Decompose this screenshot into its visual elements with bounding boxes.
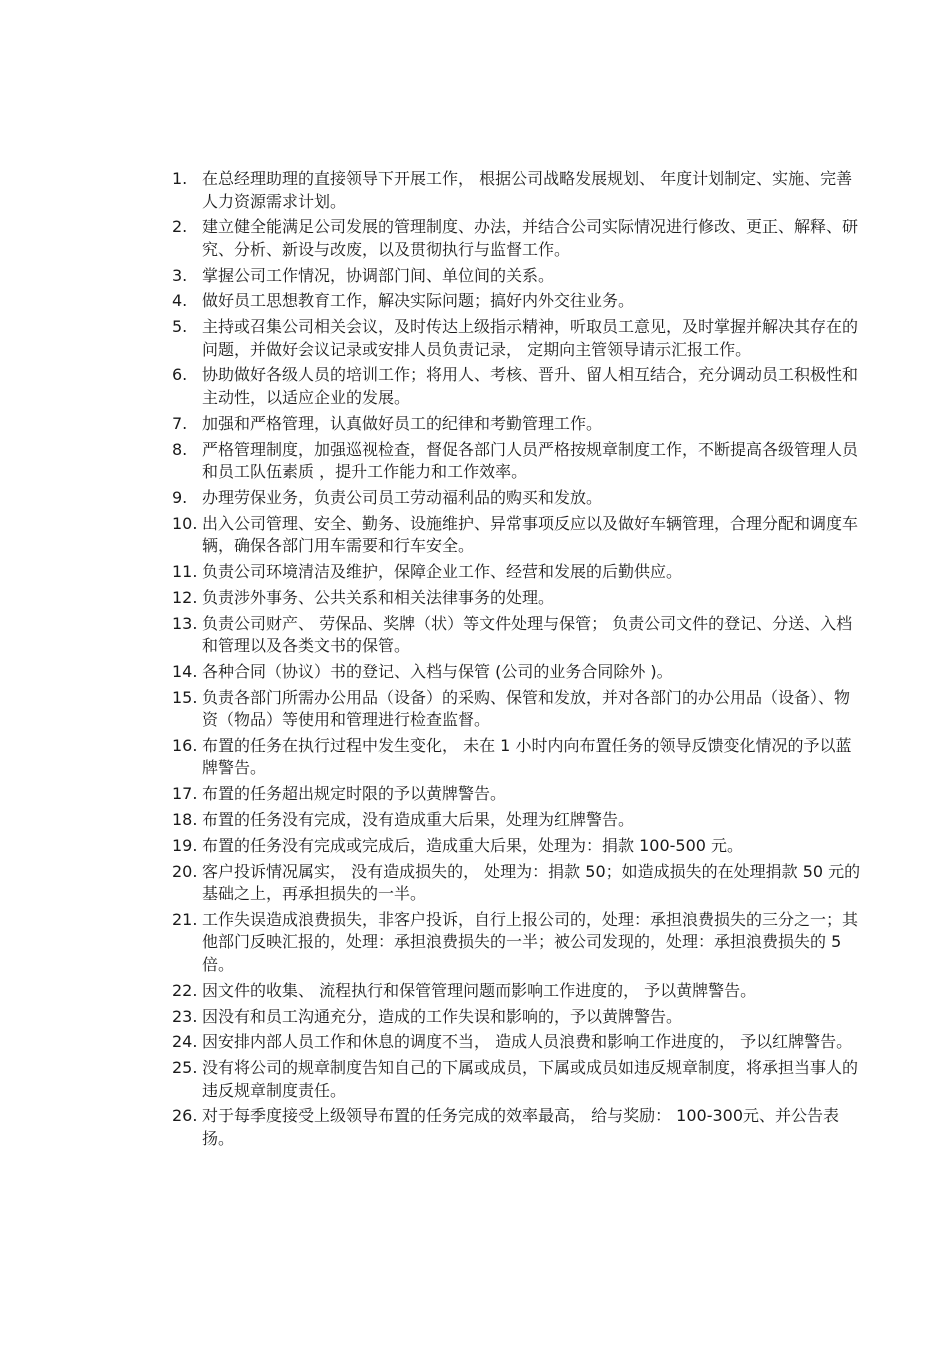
list-item-text: 布置的任务没有完成，没有造成重大后果，处理为红牌警告。 (202, 810, 635, 830)
list-item-text: 建立健全能满足公司发展的管理制度、办法，并结合公司实际情况进行修改、更正、解释、研究、分析、新设与改废，以及贯彻执行与监督工作。 (202, 217, 859, 259)
list-item-number: 9. (172, 487, 188, 507)
list-item (172, 687, 862, 732)
list-item-number: 1. (172, 169, 188, 188)
list-item (172, 265, 862, 288)
list-item-text: 因安排内部人员工作和休息的调度不当， 造成人员浪费和影响工作进度的， 予以红牌警告。 (202, 1032, 853, 1052)
list-item (172, 735, 862, 780)
list-item-number: 25. (172, 1058, 198, 1078)
list-item-text: 负责涉外事务、公共关系和相关法律事务的处理。 (202, 587, 555, 607)
duty-list (172, 168, 862, 1154)
list-item-number: 4. (172, 291, 188, 311)
list-item-text: 做好员工思想教育工作，解决实际问题；搞好内外交往业务。 (202, 291, 635, 311)
list-item-number: 24. (172, 1032, 198, 1052)
list-item-text: 因文件的收集、 流程执行和保管管理问题而影响工作进度的， 予以黄牌警告。 (202, 980, 757, 1000)
list-item-text: 主持或召集公司相关会议，及时传达上级指示精神，听取员工意见，及时掌握并解决其存在的问题，并做好会议记录或安排人员负责记录， 定期向主管领导请示汇报工作。 (202, 317, 859, 359)
list-item-text: 严格管理制度，加强巡视检查，督促各部门人员严格按规章制度工作，不断提高各级管理人员和员工队伍素质 ，提升工作能力和工作效率。 (202, 439, 859, 482)
list-item (172, 413, 862, 436)
list-item-number: 17. (172, 784, 198, 804)
list-item (172, 487, 862, 510)
list-item-text: 办理劳保业务，负责公司员工劳动福利品的购买和发放。 (202, 487, 603, 507)
list-item-text: 客户投诉情况属实， 没有造成损失的， 处理为：捐款 50；如造成损失的在处理捐款 50 元的基础之上，再承担损失的一半。 (202, 861, 861, 904)
list-item (172, 561, 862, 584)
list-item-number: 13. (172, 613, 198, 633)
list-item-number: 12. (172, 587, 198, 607)
list-item-number: 23. (172, 1006, 198, 1026)
list-item-text: 布置的任务在执行过程中发生变化， 未在 1 小时内向布置任务的领导反馈变化情况的予以蓝牌警告。 (202, 735, 852, 778)
list-item (172, 1031, 862, 1054)
list-item-text: 负责各部门所需办公用品（设备）的采购、保管和发放，并对各部门的办公用品（设备）、物资（物品）等使用和管理进行检查监督。 (202, 687, 851, 730)
list-item-number: 20. (172, 861, 198, 881)
list-item (172, 290, 862, 313)
list-item-number: 22. (172, 980, 198, 1000)
list-item (172, 513, 862, 558)
list-item (172, 1105, 862, 1150)
list-item-text: 负责公司环境清洁及维护，保障企业工作、经营和发展的后勤供应。 (202, 561, 683, 581)
list-item (172, 861, 862, 906)
list-item-text: 负责公司财产、 劳保品、奖牌（状）等文件处理与保管； 负责公司文件的登记、分送、入档和管理以及各类文书的保管。 (202, 613, 853, 656)
list-item (172, 364, 862, 409)
list-item-number: 10. (172, 513, 198, 533)
list-item-number: 15. (172, 687, 198, 707)
list-item (172, 809, 862, 832)
list-item-text: 在总经理助理的直接领导下开展工作， 根据公司战略发展规划、 年度计划制定、实施、完善人力资源需求计划。 (202, 169, 853, 211)
list-item (172, 168, 862, 213)
list-item (172, 783, 862, 806)
list-item (172, 216, 862, 261)
list-item-number: 16. (172, 735, 198, 755)
list-item-text: 工作失误造成浪费损失，非客户投诉，自行上报公司的，处理：承担浪费损失的三分之一；其他部门反映汇报的，处理：承担浪费损失的一半；被公司发现的，处理：承担浪费损失的 5 倍。 (202, 909, 859, 974)
list-item-number: 7. (172, 413, 188, 433)
list-item (172, 439, 862, 484)
list-item (172, 1006, 862, 1029)
list-item-text: 布置的任务没有完成或完成后，造成重大后果，处理为：捐款 100-500 元。 (202, 835, 744, 855)
list-item (172, 316, 862, 361)
list-item (172, 1057, 862, 1102)
list-item (172, 661, 862, 684)
list-item-text: 掌握公司工作情况，协调部门间、单位间的关系。 (202, 265, 555, 285)
list-item-text: 加强和严格管理，认真做好员工的纪律和考勤管理工作。 (202, 413, 603, 433)
list-item-text: 对于每季度接受上级领导布置的任务完成的效率最高， 给与奖励： 100-300元、并公告表扬。 (202, 1106, 840, 1148)
list-item-number: 2. (172, 217, 188, 237)
list-item-number: 18. (172, 810, 198, 830)
list-item-number: 14. (172, 661, 198, 681)
list-item-text: 各种合同（协议）书的登记、入档与保管 (公司的业务合同除外 )。 (202, 661, 673, 681)
list-item-number: 3. (172, 265, 188, 285)
list-item (172, 613, 862, 658)
list-item-text: 协助做好各级人员的培训工作；将用人、考核、晋升、留人相互结合，充分调动员工积极性和主动性，以适应企业的发展。 (202, 365, 859, 407)
list-item-number: 19. (172, 835, 198, 855)
list-item-text: 布置的任务超出规定时限的予以黄牌警告。 (202, 784, 507, 804)
list-item-number: 6. (172, 365, 188, 385)
list-item-number: 26. (172, 1106, 198, 1126)
list-item (172, 980, 862, 1003)
list-item-number: 5. (172, 317, 188, 337)
list-item-number: 21. (172, 909, 198, 929)
list-item (172, 587, 862, 610)
list-item-number: 11. (172, 561, 198, 581)
list-item-text: 出入公司管理、安全、勤务、设施维护、异常事项反应以及做好车辆管理，合理分配和调度车辆，确保各部门用车需要和行车安全。 (202, 513, 859, 556)
list-item-number: 8. (172, 439, 188, 459)
list-item-text: 因没有和员工沟通充分，造成的工作失误和影响的，予以黄牌警告。 (202, 1006, 683, 1026)
list-item (172, 835, 862, 858)
list-item (172, 909, 862, 977)
list-item-text: 没有将公司的规章制度告知自己的下属或成员，下属或成员如违反规章制度，将承担当事人的违反规章制度责任。 (202, 1058, 859, 1100)
